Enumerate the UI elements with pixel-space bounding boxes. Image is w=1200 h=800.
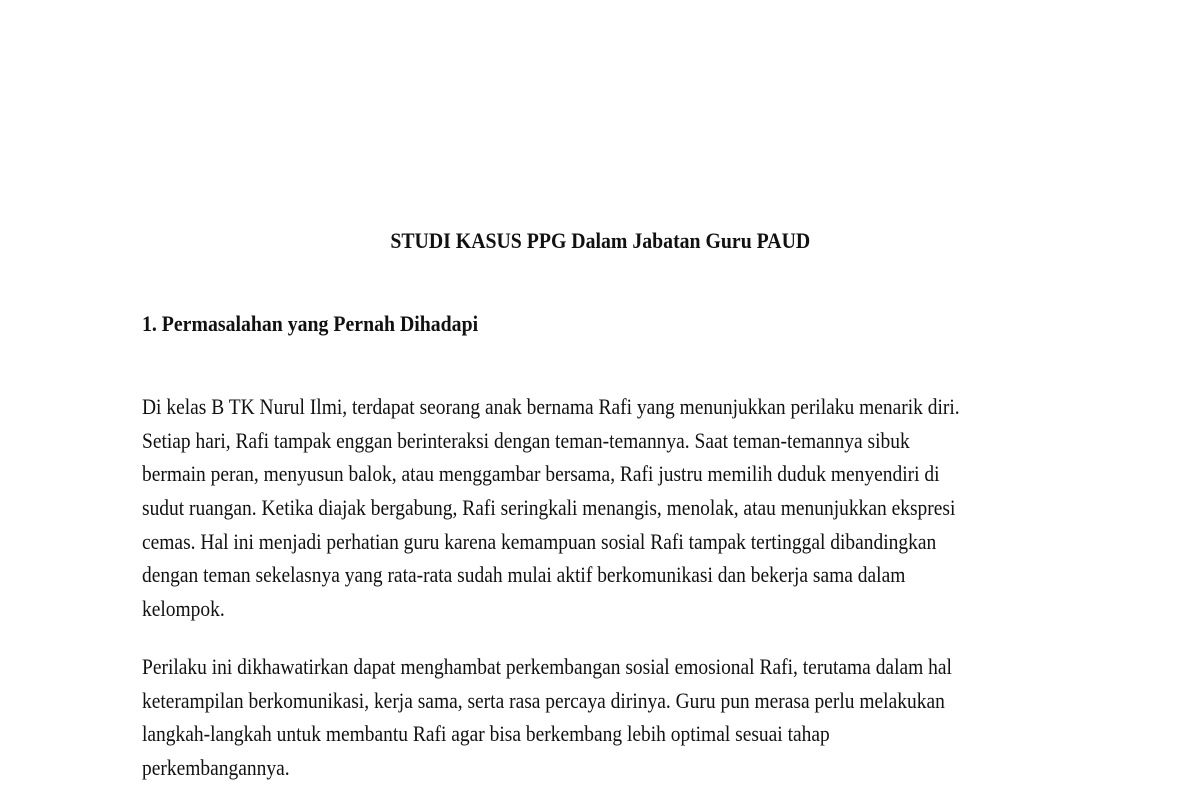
- text-line: cemas. Hal ini menjadi perhatian guru karena kemampuan sosial Rafi tampak tertinggal dibandingkan: [142, 528, 937, 554]
- paragraph-1: [142, 390, 1066, 626]
- text-line: Perilaku ini dikhawatirkan dapat menghambat perkembangan sosial emosional Rafi, terutama dalam hal: [142, 654, 952, 679]
- text-line: dengan teman sekelasnya yang rata-rata sudah mulai aktif berkomunikasi dan bekerja sama dalam: [142, 562, 906, 588]
- text-line: Di kelas B TK Nurul Ilmi, terdapat seorang anak bernama Rafi yang menunjukkan perilaku menarik diri.: [142, 394, 960, 419]
- text-line: kelompok.: [142, 596, 225, 622]
- text-line: perkembangannya.: [142, 755, 290, 781]
- text-line: sudut ruangan. Ketika diajak bergabung, Rafi seringkali menangis, menolak, atau menunjukkan ekspresi: [142, 495, 956, 521]
- paragraph-2: [142, 650, 1057, 785]
- document-title: [0, 228, 1200, 254]
- text-line: bermain peran, menyusun balok, atau menggambar bersama, Rafi justru memilih duduk menyendiri di: [142, 461, 940, 487]
- document-title-text: STUDI KASUS PPG Dalam Jabatan Guru PAUD: [390, 228, 810, 253]
- text-line: keterampilan berkomunikasi, kerja sama, serta rasa percaya dirinya. Guru pun merasa perlu melakukan: [142, 687, 945, 713]
- text-line: Setiap hari, Rafi tampak enggan berinteraksi dengan teman-temannya. Saat teman-temannya sibuk: [142, 427, 910, 453]
- section-heading: 1. Permasalahan yang Pernah Dihadapi: [142, 311, 479, 336]
- text-line: langkah-langkah untuk membantu Rafi agar bisa berkembang lebih optimal sesuai tahap: [142, 721, 830, 747]
